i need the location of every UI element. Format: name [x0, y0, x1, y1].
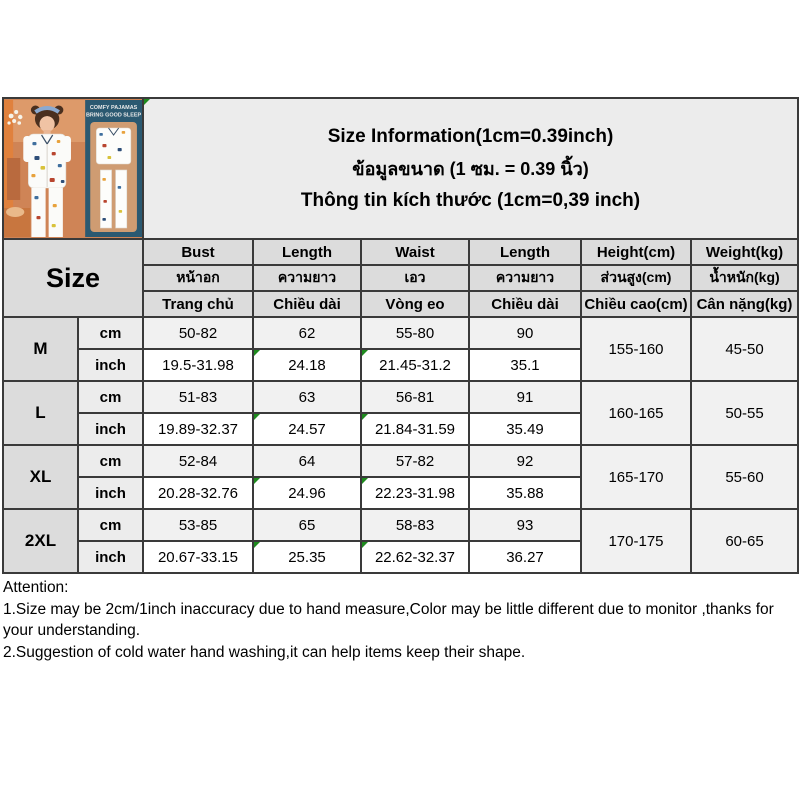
size-table — [2, 97, 799, 574]
unit-label-inch: inch — [78, 477, 143, 509]
2xl-length-inch-value: 25.35 — [288, 548, 326, 566]
cell-error-flag-icon — [254, 350, 260, 356]
xl-bust-inch: 20.28-32.76 — [143, 477, 253, 509]
cell-error-flag-icon — [362, 478, 368, 484]
title-vietnamese: Thông tin kích thước (1cm=0,39 inch) — [300, 189, 641, 211]
xl-weight: 55-60 — [691, 445, 798, 509]
2xl-length-cm: 65 — [253, 509, 361, 541]
cell-error-flag-icon — [362, 414, 368, 420]
l-length-inch-value: 24.57 — [288, 420, 326, 438]
badge-text-line2: BRING GOOD SLEEP — [85, 112, 142, 119]
2xl-length2-cm: 93 — [469, 509, 581, 541]
m-bust-cm: 50-82 — [143, 317, 253, 349]
l-bust-inch: 19.89-32.37 — [143, 413, 253, 445]
xl-waist-inch — [361, 477, 469, 509]
product-photo-cell — [3, 98, 143, 239]
l-waist-inch — [361, 413, 469, 445]
2xl-bust-inch: 20.67-33.15 — [143, 541, 253, 573]
2xl-waist-inch-value: 22.62-32.37 — [374, 548, 456, 566]
m-length-inch — [253, 349, 361, 381]
header-waist-vi: Vòng eo — [361, 291, 469, 317]
header-waist-en: Waist — [361, 239, 469, 265]
2xl-length2-inch: 36.27 — [469, 541, 581, 573]
2xl-weight: 60-65 — [691, 509, 798, 573]
cell-error-flag-icon — [362, 542, 368, 548]
header-weight-th: น้ำหนัก(kg) — [691, 265, 798, 291]
attention-heading: Attention: — [3, 579, 69, 596]
attention-line2: 2.Suggestion of cold water hand washing,it can help items keep their shape. — [3, 643, 526, 661]
m-length2-inch: 35.1 — [469, 349, 581, 381]
header-length-th: ความยาว — [253, 265, 361, 291]
l-length-cm: 63 — [253, 381, 361, 413]
header-bust-th: หน้าอก — [143, 265, 253, 291]
m-length-cm: 62 — [253, 317, 361, 349]
l-weight: 50-55 — [691, 381, 798, 445]
xl-length2-cm: 92 — [469, 445, 581, 477]
header-height-en: Height(cm) — [581, 239, 691, 265]
m-weight: 45-50 — [691, 317, 798, 381]
header-bust-vi: Trang chủ — [143, 291, 253, 317]
l-height: 160-165 — [581, 381, 691, 445]
size-label-2xl: 2XL — [3, 509, 78, 573]
header-length-vi: Chiều dài — [253, 291, 361, 317]
l-waist-cm: 56-81 — [361, 381, 469, 413]
xl-length-inch-value: 24.96 — [288, 484, 326, 502]
header-length2-vi: Chiều dài — [469, 291, 581, 317]
unit-label-inch: inch — [78, 541, 143, 573]
xl-length-cm: 64 — [253, 445, 361, 477]
xl-length-inch — [253, 477, 361, 509]
2xl-length-inch — [253, 541, 361, 573]
header-length2-en: Length — [469, 239, 581, 265]
badge-text-line1: COMFY PAJAMAS — [89, 105, 138, 111]
xl-bust-cm: 52-84 — [143, 445, 253, 477]
header-length2-th: ความยาว — [469, 265, 581, 291]
pajama-product-photo — [4, 100, 142, 237]
header-bust-en: Bust — [143, 239, 253, 265]
m-waist-inch — [361, 349, 469, 381]
m-waist-inch-value: 21.45-31.2 — [379, 356, 451, 374]
xl-height: 165-170 — [581, 445, 691, 509]
m-bust-inch: 19.5-31.98 — [143, 349, 253, 381]
2xl-waist-inch — [361, 541, 469, 573]
cell-error-flag-icon — [144, 99, 150, 105]
header-height-vi: Chiều cao(cm) — [581, 291, 691, 317]
2xl-height: 170-175 — [581, 509, 691, 573]
2xl-waist-cm: 58-83 — [361, 509, 469, 541]
m-length-inch-value: 24.18 — [288, 356, 326, 374]
product-inset-panel — [85, 100, 142, 237]
header-weight-vi: Cân nặng(kg) — [691, 291, 798, 317]
cell-error-flag-icon — [254, 542, 260, 548]
l-bust-cm: 51-83 — [143, 381, 253, 413]
title-english: Size Information(1cm=0.39inch) — [327, 125, 614, 147]
size-label-l: L — [3, 381, 78, 445]
xl-length2-inch: 35.88 — [469, 477, 581, 509]
title-thai: ข้อมูลขนาด (1 ซม. = 0.39 นิ้ว) — [352, 158, 589, 179]
unit-label-cm: cm — [78, 509, 143, 541]
size-column-header: Size — [3, 239, 143, 317]
cell-error-flag-icon — [362, 350, 368, 356]
unit-label-inch: inch — [78, 413, 143, 445]
cell-error-flag-icon — [254, 478, 260, 484]
size-chart-sheet — [2, 97, 799, 574]
unit-label-cm: cm — [78, 381, 143, 413]
size-label-xl: XL — [3, 445, 78, 509]
title-cell — [143, 98, 798, 239]
cell-error-flag-icon — [254, 414, 260, 420]
attention-line1: 1.Size may be 2cm/1inch inaccuracy due to hand measure,Color may be little different due to monitor ,thanks for your understanding. — [3, 600, 774, 639]
l-length2-cm: 91 — [469, 381, 581, 413]
m-length2-cm: 90 — [469, 317, 581, 349]
xl-waist-cm: 57-82 — [361, 445, 469, 477]
l-waist-inch-value: 21.84-31.59 — [374, 420, 456, 438]
m-height: 155-160 — [581, 317, 691, 381]
attention-note — [3, 577, 796, 663]
unit-label-cm: cm — [78, 317, 143, 349]
header-waist-th: เอว — [361, 265, 469, 291]
header-length-en: Length — [253, 239, 361, 265]
size-label-m: M — [3, 317, 78, 381]
2xl-bust-cm: 53-85 — [143, 509, 253, 541]
xl-waist-inch-value: 22.23-31.98 — [374, 484, 456, 502]
unit-label-cm: cm — [78, 445, 143, 477]
l-length2-inch: 35.49 — [469, 413, 581, 445]
m-waist-cm: 55-80 — [361, 317, 469, 349]
header-height-th: ส่วนสูง(cm) — [581, 265, 691, 291]
unit-label-inch: inch — [78, 349, 143, 381]
l-length-inch — [253, 413, 361, 445]
header-weight-en: Weight(kg) — [691, 239, 798, 265]
